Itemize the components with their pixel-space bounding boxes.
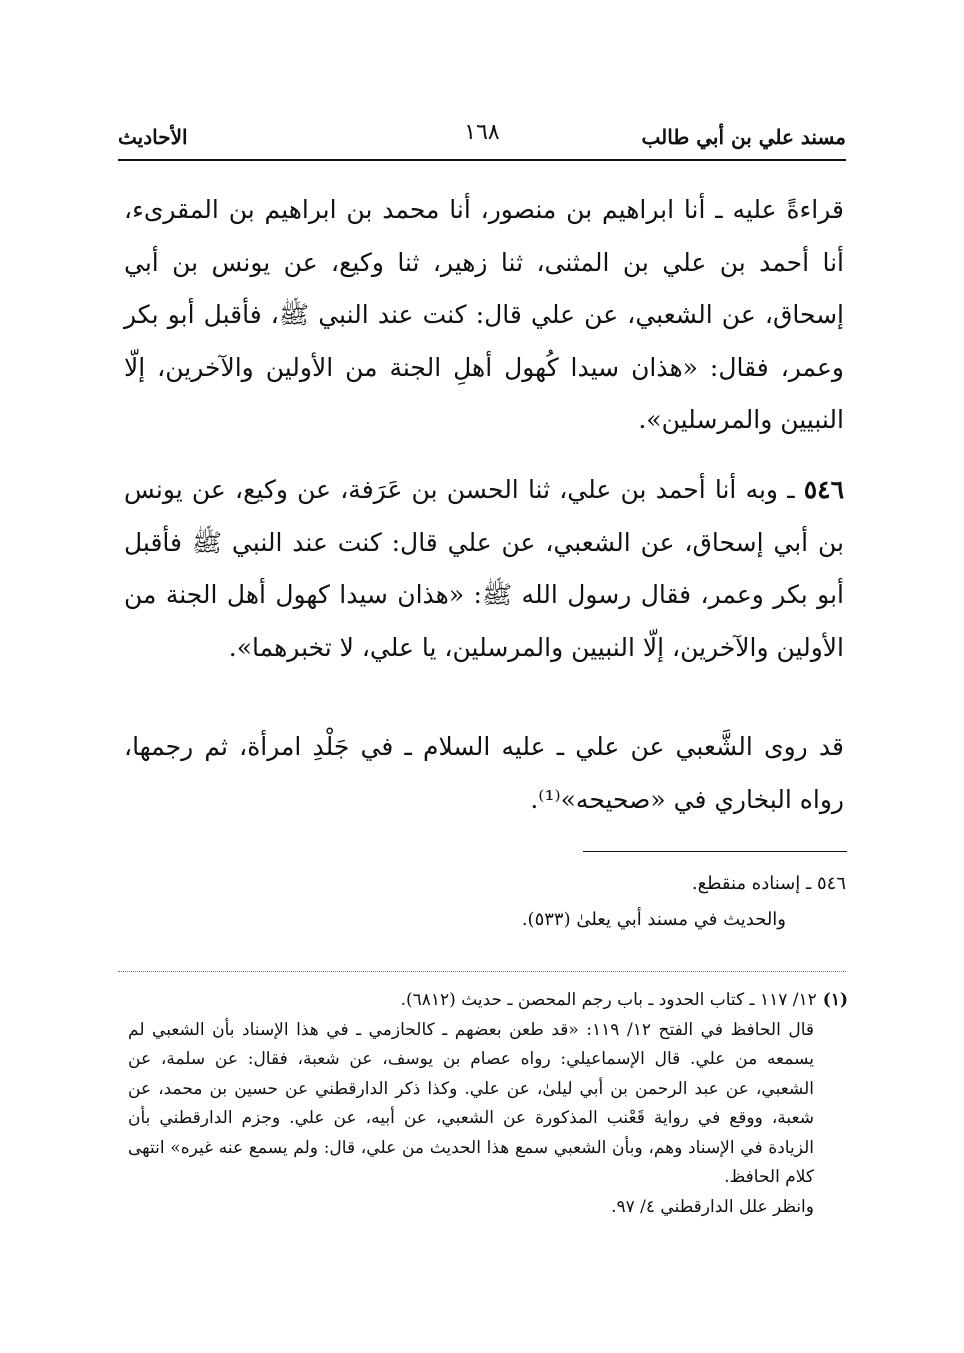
footnote-text: قال الحافظ في الفتح ١٢/ ١١٩: «قد طعن بعضهم ـ كالحازمي ـ في هذا الإسناد بأن الشعبي لم يسمعه من علي. قال الإسماعيلي: رواه عصام بن يوسف، عن شعبة، فقال: عن سلمة، عن الشعبي، عن عبد الرحمن بن أبي ليلىٰ، عن علي. وكذا ذكر الدارقطني عن حسين بن محمد، عن شعبة، ووقع في رواية قَعْنب المذكورة عن الشعبي، عن أبيه، عن علي. وجزم الدارقطني بأن الزيادة في الإسناد وهم، وبأن الشعبي سمع هذا الحديث من علي، قال: ولم يسمع عنه غيره» انتهى كلام الحافظ. xyxy=(128,1019,814,1187)
footnote-separator xyxy=(583,851,847,852)
footnote-body xyxy=(128,1016,848,1223)
footnote-marker: (١) xyxy=(822,990,848,1010)
paragraph-1 xyxy=(124,184,844,447)
page-number: ١٦٨ xyxy=(464,120,500,145)
dotted-separator xyxy=(118,971,846,972)
footnote-first-line xyxy=(128,986,848,1016)
paragraph-1-text: قراءةً عليه ـ أنا ابراهيم بن منصور، أنا محمد بن ابراهيم بن المقرىء، أنا أحمد بن علي بن المثنى، ثنا زهير، ثنا وكيع، عن يونس بن أبي إسحاق، عن الشعبي، عن علي قال: كنت عند النبي ﷺ، فأقبل أبو بكر وعمر، فقال: «هذان سيدا كُهول أهلِ الجنة من الأولين والآخرين، إلّا النبيين والمرسلين». xyxy=(124,195,844,434)
note-line-2: والحديث في مسند أبي يعلىٰ (٥٣٣). xyxy=(521,909,786,930)
running-header xyxy=(118,118,846,156)
paragraph-3-text: قد روى الشَّعبي عن علي ـ عليه السلام ـ في جَلْدِ امرأة، ثم رجمها، رواه البخاري في «صحيحه»⁽¹⁾. xyxy=(124,732,844,814)
header-book-title: مسند علي بن أبي طالب xyxy=(641,125,846,149)
editor-notes xyxy=(124,866,846,938)
footnote-1 xyxy=(128,986,848,1222)
hadith-number: ٥٤٦ xyxy=(803,475,845,504)
header-section-title: الأحاديث xyxy=(118,125,188,149)
note-line-1: ٥٤٦ ـ إسناده منقطع. xyxy=(691,873,846,894)
paragraph-2-text: وبه أنا أحمد بن علي، ثنا الحسن بن عَرَفة، عن وكيع، عن يونس بن أبي إسحاق، عن الشعبي، عن علي قال: كنت عند النبي ﷺ فأقبل أبو بكر وعمر، فقال رسول الله ﷺ: «هذان سيدا كهول أهل الجنة من الأولين والآخرين، إلّا النبيين والمرسلين، يا علي، لا تخبرهما». xyxy=(124,475,844,662)
paragraph-3 xyxy=(124,721,844,826)
paragraph-2 xyxy=(124,464,844,674)
header-rule xyxy=(118,159,846,161)
hadith-dash: ـ xyxy=(778,475,804,504)
hadith-paragraph xyxy=(124,464,844,674)
footnote-last-line: وانظر علل الدارقطني ٤/ ٩٧. xyxy=(611,1196,814,1217)
footnote-reference: ١٢/ ١١٧ ـ كتاب الحدود ـ باب رجم المحصن ـ حديث (٦٨١٢). xyxy=(400,990,817,1010)
